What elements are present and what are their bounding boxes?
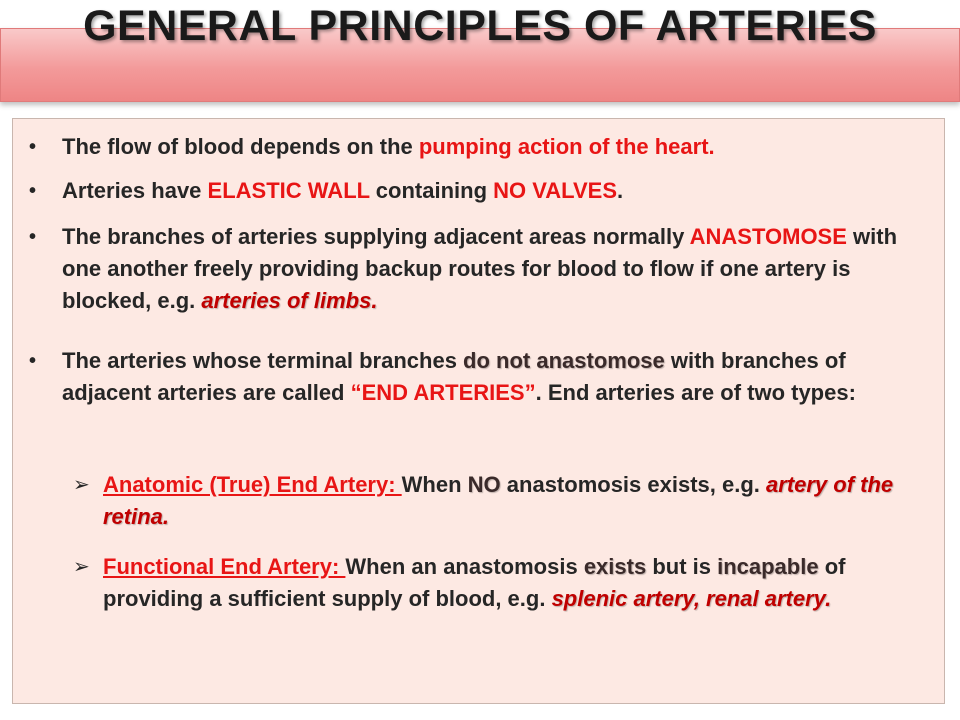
sub-bullet-text: Functional End Artery: When an anastomosis exists but is incapable of providing a sufficient supply of blood, e.g. splenic artery, renal artery. [103, 554, 846, 611]
arrow-icon: ➢ [73, 556, 90, 578]
bullet-text: The flow of blood depends on the pumping action of the heart. [62, 134, 715, 159]
bullet-icon: • [29, 226, 37, 248]
slide-title: GENERAL PRINCIPLES OF ARTERIES [83, 2, 877, 50]
bullet-icon: • [29, 136, 37, 158]
bullet-icon: • [29, 180, 37, 202]
bullet-text: Arteries have ELASTIC WALL containing NO VALVES. [62, 178, 624, 203]
bullet-text: The arteries whose terminal branches do not anastomose with branches of adjacent arteries are called “END ARTERIES”. End arteries are of two types: [62, 348, 856, 405]
sub-bullet-text: Anatomic (True) End Artery: When NO anastomosis exists, e.g. artery of the retina. [103, 472, 894, 529]
bullet-text: The branches of arteries supplying adjacent areas normally ANASTOMOSE with one another freely providing backup routes for blood to flow if one artery is blocked, e.g. arteries of limbs. [62, 224, 898, 313]
arrow-icon: ➢ [73, 474, 90, 496]
bullet-icon: • [29, 350, 37, 372]
content-box [12, 118, 945, 704]
